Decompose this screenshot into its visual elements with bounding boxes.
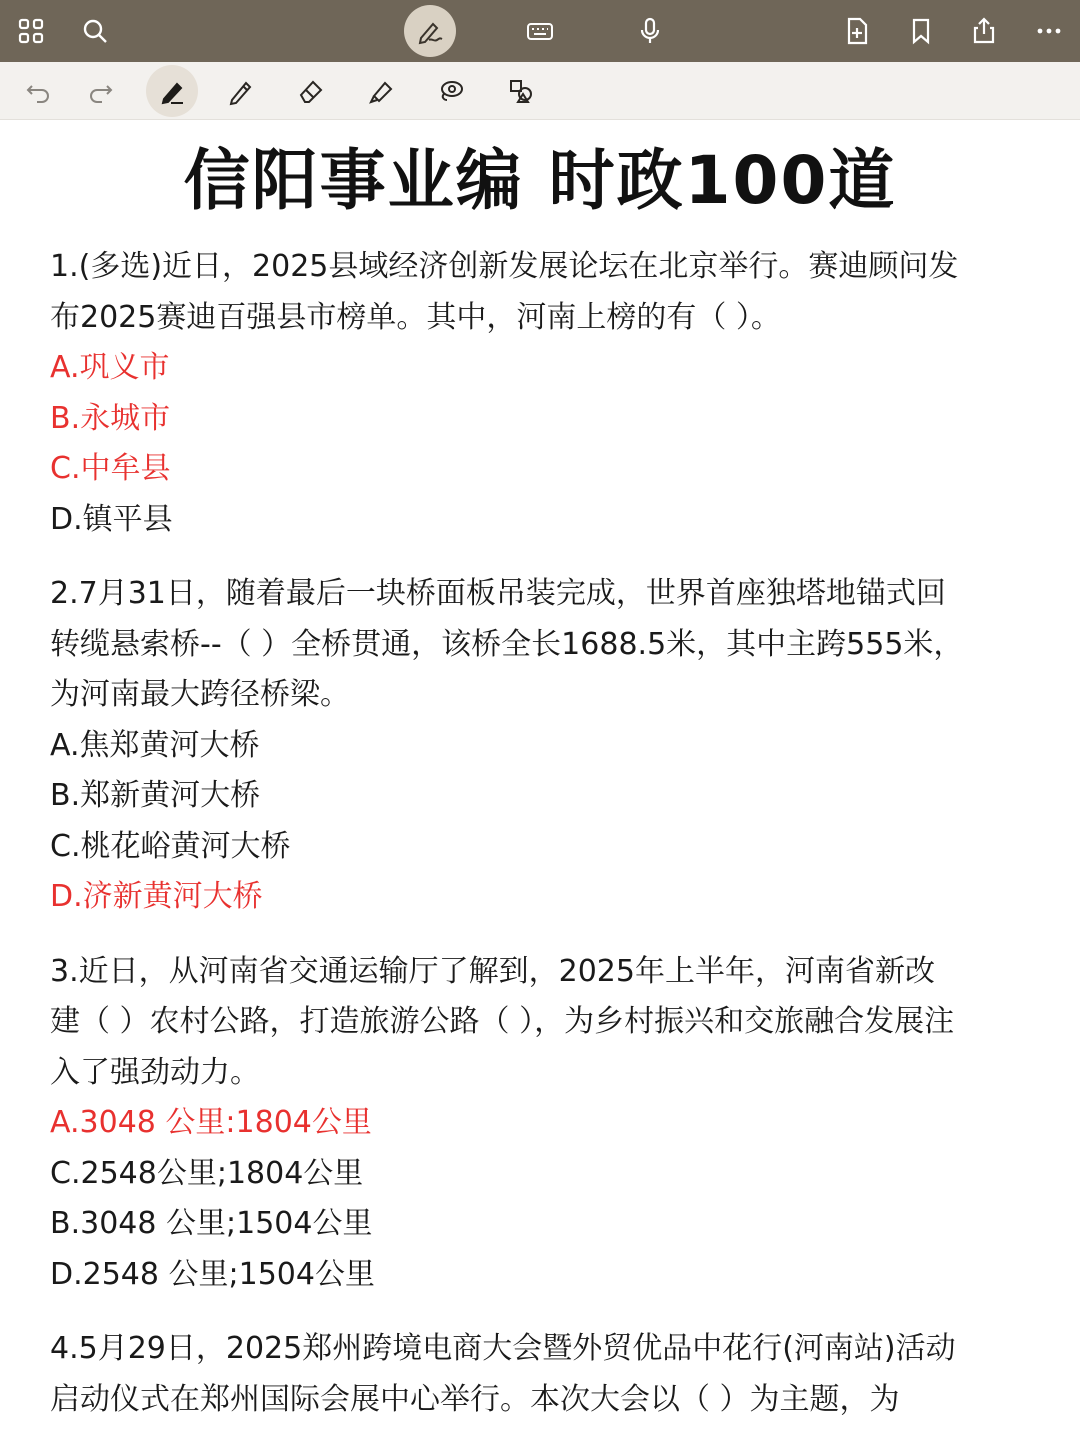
document-page xyxy=(0,120,1080,1443)
question-text: 建（ ）农村公路，打造旅游公路（ ），为乡村振兴和交旅融合发展注 xyxy=(50,1004,955,1039)
answer-option: D.2548 公里;1504公里 xyxy=(50,1256,375,1292)
question-text: 1.(多选)近日，2025县域经济创新发展论坛在北京举行。赛迪顾问发 xyxy=(50,249,959,284)
answer-option: D.镇平县 xyxy=(50,501,173,537)
answer-option: A.3048 公里:1804公里 xyxy=(50,1105,372,1140)
microphone-icon[interactable] xyxy=(627,8,673,54)
answer-option: B.永城市 xyxy=(50,400,171,436)
question-text: 2.7月31日，随着最后一块桥面板吊装完成，世界首座独塔地锚式回 xyxy=(50,576,946,611)
top-app-bar xyxy=(0,0,1080,62)
question-text: 为河南最大跨径桥梁。 xyxy=(50,677,350,712)
pen-mode-icon[interactable] xyxy=(404,5,456,57)
question-text: 4.5月29日，2025郑州跨境电商大会暨外贸优品中花行(河南站)活动 xyxy=(50,1331,956,1366)
undo-icon[interactable] xyxy=(17,70,59,112)
grid-icon[interactable] xyxy=(8,8,54,54)
question-2 xyxy=(50,569,1030,923)
more-icon[interactable] xyxy=(1026,8,1072,54)
pencil-active-icon[interactable] xyxy=(146,65,198,117)
drawing-toolbar xyxy=(0,62,1080,120)
question-4 xyxy=(50,1324,1030,1425)
page-title: 信阳事业编 时政100道 xyxy=(183,142,897,219)
redo-icon[interactable] xyxy=(80,70,122,112)
answer-option: C.桃花峪黄河大桥 xyxy=(50,828,291,864)
question-text: 3.近日，从河南省交通运输厅了解到，2025年上半年，河南省新改 xyxy=(50,953,935,989)
highlighter-icon[interactable] xyxy=(360,70,402,112)
question-text: 启动仪式在郑州国际会展中心举行。本次大会以（ ）为主题，为 xyxy=(50,1381,900,1417)
question-text: 转缆悬索桥--（ ）全桥贯通，该桥全长1688.5米，其中主跨555米， xyxy=(50,626,964,662)
answer-option: B.郑新黄河大桥 xyxy=(50,778,261,813)
keyboard-icon[interactable] xyxy=(517,8,563,54)
question-3 xyxy=(50,947,1030,1301)
lasso-icon[interactable] xyxy=(430,70,472,112)
question-text: 入了强劲动力。 xyxy=(50,1054,260,1090)
add-page-icon[interactable] xyxy=(834,8,880,54)
eraser-icon[interactable] xyxy=(290,70,332,112)
pencil-icon[interactable] xyxy=(220,70,262,112)
bookmark-icon[interactable] xyxy=(898,8,944,54)
answer-option: B.3048 公里;1504公里 xyxy=(50,1206,373,1241)
shapes-icon[interactable] xyxy=(500,70,542,112)
search-icon[interactable] xyxy=(72,8,118,54)
question-text: 布2025赛迪百强县市榜单。其中，河南上榜的有（ ）。 xyxy=(50,299,781,335)
answer-option: D.济新黄河大桥 xyxy=(50,879,263,914)
answer-option: C.中牟县 xyxy=(50,451,171,486)
answer-option: C.2548公里;1804公里 xyxy=(50,1155,364,1191)
answer-option: A.焦郑黄河大桥 xyxy=(50,727,260,763)
question-1 xyxy=(50,242,1030,545)
answer-option: A.巩义市 xyxy=(50,350,170,385)
share-icon[interactable] xyxy=(961,8,1007,54)
